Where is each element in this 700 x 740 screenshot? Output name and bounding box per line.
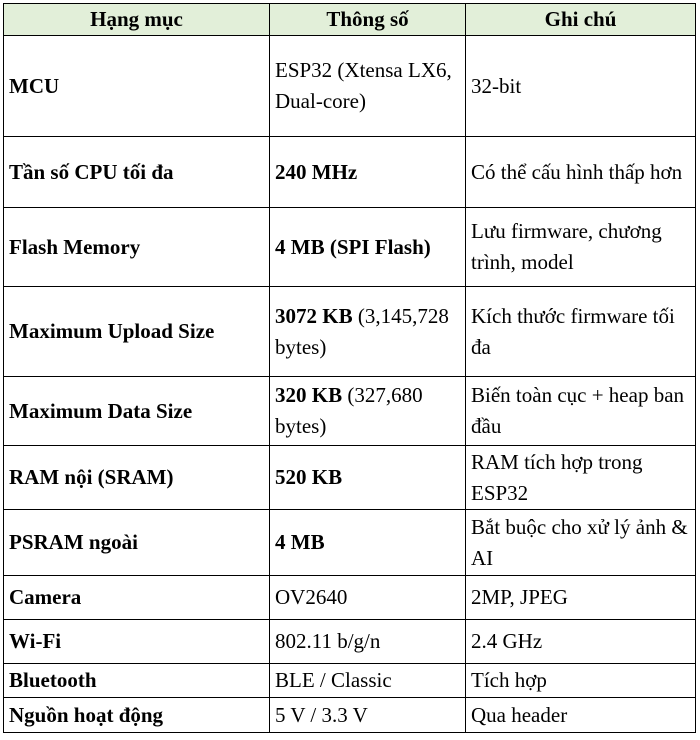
table-row: [4, 620, 696, 664]
header-spec: Thông số: [270, 4, 466, 36]
row-spec: 802.11 b/g/n: [270, 620, 466, 664]
row-category: Wi-Fi: [4, 620, 270, 664]
table-row: [4, 664, 696, 698]
table-row: [4, 137, 696, 208]
row-spec: OV2640: [270, 576, 466, 620]
table-row: [4, 287, 696, 377]
row-category: Camera: [4, 576, 270, 620]
row-category: PSRAM ngoài: [4, 510, 270, 576]
row-note: Lưu firmware, chương trình, model: [466, 208, 696, 287]
header-note: Ghi chú: [466, 4, 696, 36]
row-note: Tích hợp: [466, 664, 696, 698]
row-note: Qua header: [466, 698, 696, 733]
row-category: RAM nội (SRAM): [4, 446, 270, 510]
table-row: [4, 377, 696, 446]
row-note: RAM tích hợp trong ESP32: [466, 446, 696, 510]
row-note: Bắt buộc cho xử lý ảnh & AI: [466, 510, 696, 576]
table-row: [4, 446, 696, 510]
row-spec: BLE / Classic: [270, 664, 466, 698]
row-spec: 4 MB: [270, 510, 466, 576]
table-header-row: [4, 4, 696, 36]
row-category: Tần số CPU tối đa: [4, 137, 270, 208]
row-category: Flash Memory: [4, 208, 270, 287]
table-row: [4, 698, 696, 733]
table-row: [4, 36, 696, 137]
row-category: Maximum Data Size: [4, 377, 270, 446]
row-category: Nguồn hoạt động: [4, 698, 270, 733]
row-category: MCU: [4, 36, 270, 137]
row-spec: 320 KB (327,680 bytes): [270, 377, 466, 446]
row-spec: ESP32 (Xtensa LX6, Dual-core): [270, 36, 466, 137]
row-spec: 3072 KB (3,145,728 bytes): [270, 287, 466, 377]
table-row: [4, 576, 696, 620]
table-row: [4, 208, 696, 287]
row-note: 2MP, JPEG: [466, 576, 696, 620]
row-spec: 240 MHz: [270, 137, 466, 208]
header-category: Hạng mục: [4, 4, 270, 36]
row-category: Bluetooth: [4, 664, 270, 698]
row-note: Có thể cấu hình thấp hơn: [466, 137, 696, 208]
row-note: Kích thước firmware tối đa: [466, 287, 696, 377]
row-note: Biến toàn cục + heap ban đầu: [466, 377, 696, 446]
row-spec: 520 KB: [270, 446, 466, 510]
row-note: 2.4 GHz: [466, 620, 696, 664]
table-row: [4, 510, 696, 576]
row-spec: 4 MB (SPI Flash): [270, 208, 466, 287]
spec-table: [3, 3, 696, 733]
row-category: Maximum Upload Size: [4, 287, 270, 377]
row-spec: 5 V / 3.3 V: [270, 698, 466, 733]
row-note: 32-bit: [466, 36, 696, 137]
